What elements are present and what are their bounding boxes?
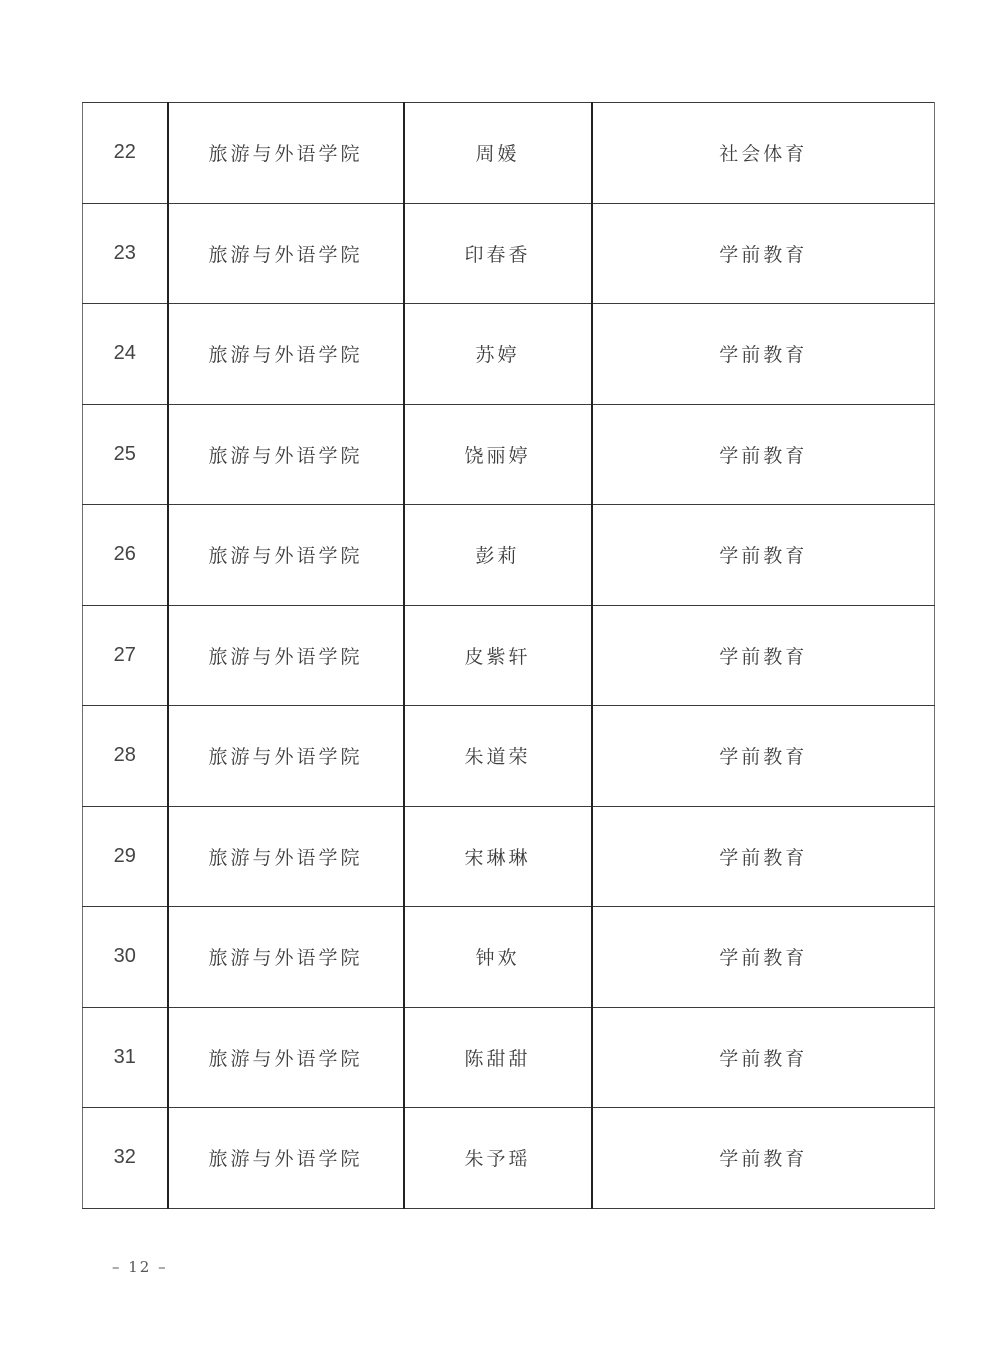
- table-row: [83, 1108, 935, 1209]
- row-number: 32: [83, 1108, 168, 1209]
- roster-table: [82, 102, 935, 1209]
- name-cell: 朱予瑶: [404, 1108, 592, 1209]
- name-cell: 朱道荣: [404, 706, 592, 807]
- table-row: [83, 907, 935, 1008]
- major-cell: 学前教育: [592, 605, 935, 706]
- major-cell: 学前教育: [592, 706, 935, 807]
- table-row: [83, 706, 935, 807]
- name-cell: 周媛: [404, 103, 592, 204]
- table-row: [83, 505, 935, 606]
- major-cell: 社会体育: [592, 103, 935, 204]
- row-number: 29: [83, 806, 168, 907]
- name-cell: 饶丽婷: [404, 404, 592, 505]
- row-number: 27: [83, 605, 168, 706]
- name-cell: 苏婷: [404, 304, 592, 405]
- college-cell: 旅游与外语学院: [168, 1108, 404, 1209]
- major-cell: 学前教育: [592, 404, 935, 505]
- row-number: 24: [83, 304, 168, 405]
- major-cell: 学前教育: [592, 505, 935, 606]
- college-cell: 旅游与外语学院: [168, 304, 404, 405]
- table-row: [83, 304, 935, 405]
- major-cell: 学前教育: [592, 1007, 935, 1108]
- college-cell: 旅游与外语学院: [168, 103, 404, 204]
- table-row: [83, 605, 935, 706]
- name-cell: 印春香: [404, 203, 592, 304]
- college-cell: 旅游与外语学院: [168, 907, 404, 1008]
- college-cell: 旅游与外语学院: [168, 1007, 404, 1108]
- name-cell: 彭莉: [404, 505, 592, 606]
- major-cell: 学前教育: [592, 907, 935, 1008]
- major-cell: 学前教育: [592, 806, 935, 907]
- major-cell: 学前教育: [592, 304, 935, 405]
- row-number: 25: [83, 404, 168, 505]
- table-row: [83, 203, 935, 304]
- page-number: – 12 –: [112, 1258, 168, 1276]
- row-number: 28: [83, 706, 168, 807]
- row-number: 22: [83, 103, 168, 204]
- college-cell: 旅游与外语学院: [168, 203, 404, 304]
- row-number: 23: [83, 203, 168, 304]
- name-cell: 宋琳琳: [404, 806, 592, 907]
- name-cell: 陈甜甜: [404, 1007, 592, 1108]
- row-number: 30: [83, 907, 168, 1008]
- college-cell: 旅游与外语学院: [168, 404, 404, 505]
- row-number: 26: [83, 505, 168, 606]
- college-cell: 旅游与外语学院: [168, 706, 404, 807]
- roster-table-body: [83, 103, 935, 1209]
- major-cell: 学前教育: [592, 203, 935, 304]
- college-cell: 旅游与外语学院: [168, 806, 404, 907]
- row-number: 31: [83, 1007, 168, 1108]
- table-row: [83, 806, 935, 907]
- table-row: [83, 103, 935, 204]
- table-row: [83, 1007, 935, 1108]
- table-row: [83, 404, 935, 505]
- name-cell: 皮紫轩: [404, 605, 592, 706]
- college-cell: 旅游与外语学院: [168, 605, 404, 706]
- college-cell: 旅游与外语学院: [168, 505, 404, 606]
- major-cell: 学前教育: [592, 1108, 935, 1209]
- name-cell: 钟欢: [404, 907, 592, 1008]
